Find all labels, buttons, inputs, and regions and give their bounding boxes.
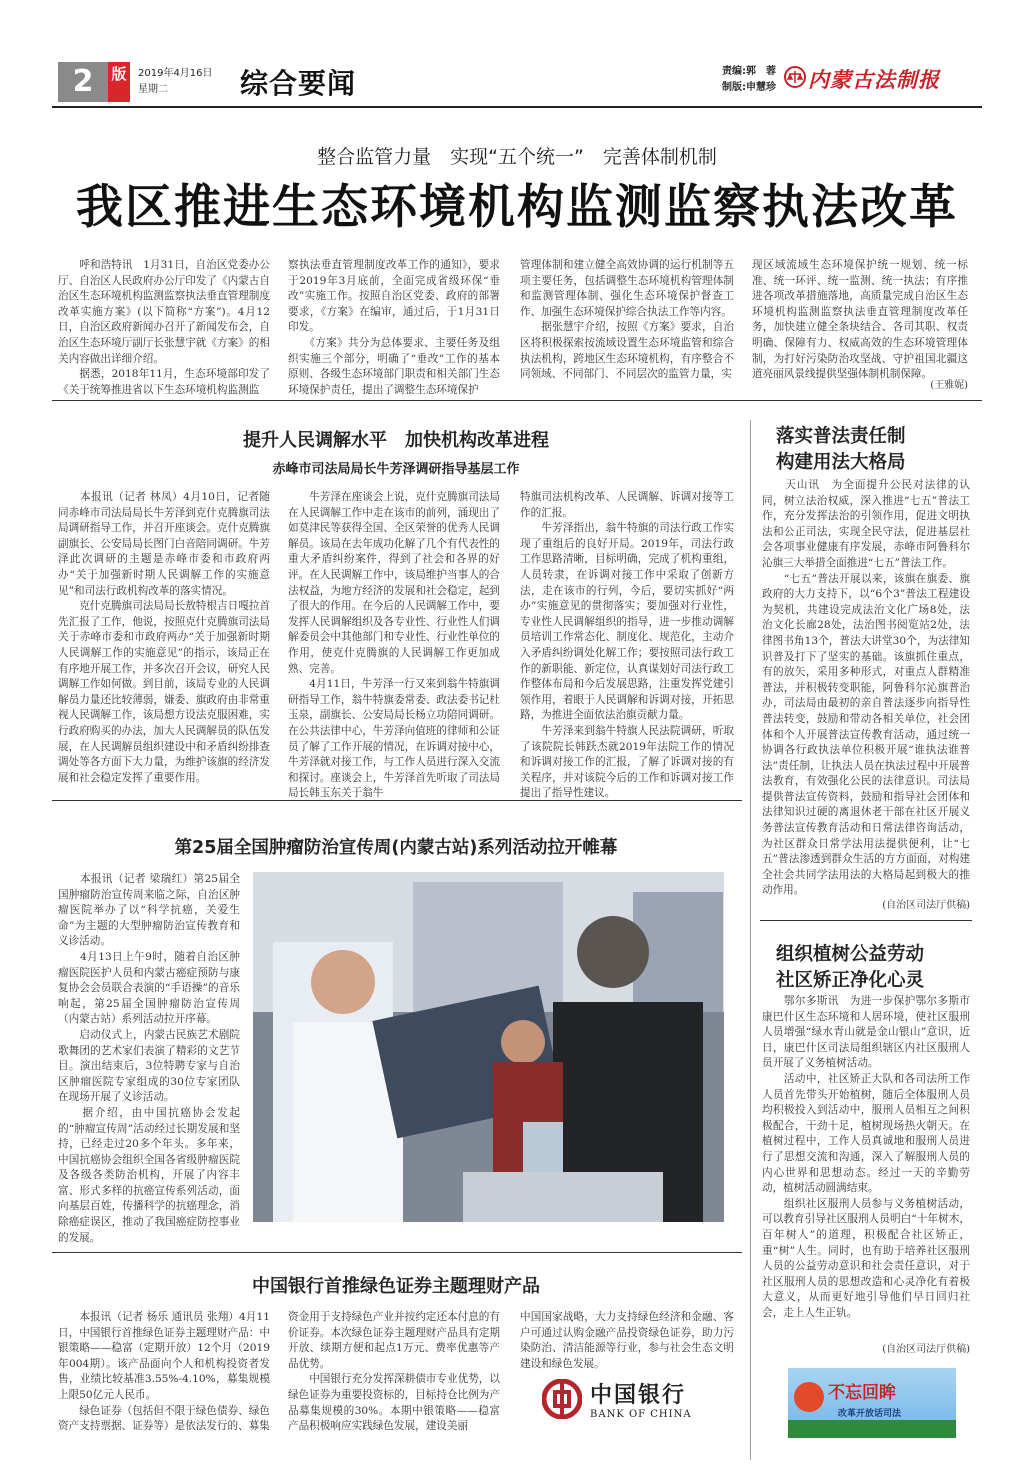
story3-headline: 第25届全国肿瘤防治宣传周(内蒙古站)系列活动拉开帷幕: [174, 838, 618, 858]
sidebar1-body: 天山讯 为全面提升公民对法律的认同，树立法治权威，深入推进“七五”普法工作，充分发挥法治的引领作用，促进文明执法和公正司法，实现全民守法，促进基层社会各项事业健康有序发展，赤峰市阿鲁科尔沁旗三大举措全面推进“七五”普法工作。 “七五”普法开展以来，该旗在旗委、旗政府的大力支持下，以“6个3”普法工程建设为契机，共建设完成法治文化广场8处，法治文化长廊28处，法治图书阅览站2处，法律图书角13个，普法大讲堂30个，为法律知识普及打下了坚实的基础。该旗抓住重点，有的放矢，采用多种形式，对重点人群精准普法，并积极转变职能，阿鲁科尔沁旗普治办，司法局由最初的亲自普法逐步向指导性普法转变，鼓励和带动各相关单位，社会团体和个人开展普法宣传教育活动，通过统一协调各行政执法单位积极开展“谁执法谁普法”责任制，让执法人员在执法过程中开展普法教育，有效强化公民的法律意识。司法局提供普法宣传资料，鼓励和指导社会团体和法律知识过硬的离退休老干部在社区开展义务普法宣传教育活动和日常法律咨询活动，为社区群众日常学法用法提供便利，让“七五”普法渗透到群众生活的方方面面，对构建全社会共同学法用法的大格局起到极大的推动作用。: [762, 479, 970, 897]
bank-of-china-logo: [542, 1378, 692, 1420]
brand-logo: 内蒙古法制报: [808, 67, 940, 92]
lead-col-1: 呼和浩特讯 1月31日，自治区党委办公厅、自治区人民政府办公厅印发了《内蒙古自治区生态环境机构监测监察执法垂直管理制度改革实施方案》(以下简称“方案”)。4月12日，自治区政府新闻办召开了新闻发布会，自治区生态环境厅副厅长张慧宇就《方案》的相关内容做出详细介绍。 据悉，2018年11月，生态环境部印发了《关于统筹推进省以下生态环境机构监测监: [58, 259, 270, 396]
ad-subtitle: 改革开放话司法: [838, 1409, 902, 1419]
sidebar1-signature: (自治区司法厅供稿): [882, 900, 970, 911]
issue-date: [138, 66, 213, 98]
story4-col-2: 资金用于支持绿色产业并按约定还本付息的有价证券。本次绿色证券主题理财产品具有定期开放、续期方便和起点1万元、费率优惠等产品优势。 中国银行充分发挥深耕债市专业优势，以绿色证券为重要投资标的，目标持仓比例为产品募集规模的30%。本期中银策略——稳富产品积极响应实践绿色发展，建设美丽: [288, 1311, 500, 1433]
sidebar2-body: 鄂尔多斯讯 为进一步保护鄂尔多斯市康巴什区生态环境和人居环境，使社区服刑人员增强“绿水青山就是金山银山”意识，近日，康巴什区司法局组织辖区内社区服刑人员开展了义务植树活动。 活动中，社区矫正大队和各司法所工作人员首先带头开始植树，随后全体服刑人员均积极投入到活动中，服刑人员相互之间积极配合，干劲十足，植树现场热火朝天。在植树过程中，工作人员真诚地和服刑人员进行了思想交流和沟通，深入了解服刑人员的内心世界和思想动态。经过一天的辛勤劳动，植树活动圆满结束。 组织社区服刑人员参与义务植树活动，可以教育引导社区服刑人员明白“十年树木，百年树人”的道理，积极配合社区矫正，重“树”人生。同时，也有助于培养社区服刑人员的公益劳动意识和社会责任意识，对于社区服刑人员的思想改造和心灵净化有着极大意义，从而更好地引导他们早日回归社会，走上人生正轨。: [762, 995, 970, 1319]
lead-headline: 我区推进生态环境机构监测监察执法改革: [76, 180, 958, 235]
event-photo: [253, 872, 724, 1222]
bank-name-en: BANK OF CHINA: [590, 1409, 692, 1420]
ban-label: 版: [108, 62, 130, 102]
story4-top-rule: [52, 1252, 742, 1253]
lead-kicker: 整合监管力量 实现“五个统一” 完善体制机制: [317, 146, 717, 168]
sidebar1-headline-line2: 构建用法大格局: [776, 452, 906, 473]
lead-signature: (王雅妮): [930, 380, 968, 391]
story4-col-3: 中国国家战略，大力支持绿色经济和金融、客户可通过认购金融产品投资绿色证券，助力污染防治、清洁能源等行业，参与社会生态文明建设和绿色发展。: [520, 1311, 734, 1370]
reform-anniversary-ad: [788, 1368, 956, 1438]
ad-emblem-icon: [794, 1382, 824, 1412]
editor-name: 责编:郭 蓉: [722, 66, 776, 77]
sidebar2-headline-line1: 组织植树公益劳动: [776, 944, 925, 965]
story4-col-1: 本报讯（记者 杨乐 通讯员 张翔）4月11日，中国银行首推绿色证券主题理财产品：中银策略——稳富（定期开放）12个月（2019年004期）。该产品面向个人和机构投资者发售，业绩比较基准3.55%-4.10%，募集规模上限50亿元人民币。 绿色证券（包括但不限于绿色债券、绿色资产支持票据、证券等）是依法发行的、募集: [58, 1311, 270, 1433]
editor-credits: [722, 64, 776, 96]
ad-hills: [788, 1420, 956, 1438]
ad-title: 不忘回眸: [828, 1383, 896, 1403]
lead-bottom-rule: [52, 400, 982, 401]
story4-headline: 中国银行首推绿色证券主题理财产品: [252, 1276, 540, 1297]
sidebar1-headline-line1: 落实普法责任制: [776, 426, 906, 447]
sidebar2-signature: (自治区司法厅供稿): [882, 1344, 970, 1355]
story2-col-2: 牛芳泽在座谈会上说，克什克腾旗司法局在人民调解工作中走在该市的前列，涌现出了如莫津民等获得全国、全区荣誉的优秀人民调解员。该局在去年成功化解了几个有代表性的重大矛盾纠纷案件，得到了社会和各界的好评。在人民调解工作中，该局维护当事人的合法权益，为地方经济的发展和社会稳定，起到了很大的作用。在今后的人民调解工作中，要发挥人民调解组织及各专业性、行业性人们调解委员会中其他部门和专业性、行业性单位的作用，使克什克腾旗的人民调解工作更加成熟、完善。 4月11日，牛芳泽一行又来到翁牛特旗调研指导工作，翁牛特旗委常委、政法委书记杜玉泉，副旗长、公安局局长杨立功陪同调研。在公共法律中心，牛芳泽向值班的律师和公证员了解了工作开展的情况，在诉调对接中心，牛芳泽就对接工作，与工作人员进行深入交流和探讨。座谈会上，牛芳泽首先听取了司法局局长韩玉东关于翁牛: [288, 491, 500, 800]
story2-col-3: 特旗司法机构改革、人民调解、诉调对接等工作的汇报。 牛芳泽指出，翁牛特旗的司法行政工作实现了重组后的良好开局。2019年，司法行政工作思路清晰，目标明确，完成了机构重组，人员转隶，在诉调对接工作中采取了创新方法，走在该市的行列，今后，要切实抓好“两办”实施意见的贯彻落实；要加强对行业性，专业性人民调解组织的指导，进一步推动调解员培训工作常态化、制度化、规范化，主动介入矛盾纠纷调处化解工作；要按照司法行政工作的新职能、新定位，认真谋划好司法行政工作整体布局和今后发展思路，注重发挥党建引领作用，着眼于人民调解和诉调对接，开拓思路，为推进全面依法治旗贡献力量。 牛芳泽来到翁牛特旗人民法院调研，听取了该院院长韩跃杰就2019年法院工作的情况和诉调对接工作的汇报，了解了诉调对接的有关程序，并对该院今后的工作和诉调对接工作提出了指导性建议。: [520, 491, 734, 800]
story2-headline: 提升人民调解水平 加快机构改革进程: [243, 430, 549, 451]
sidebar2-headline: [776, 942, 972, 994]
date-text: 2019年4月16日: [138, 68, 213, 79]
story2-col-1: 本报讯（记者 林凤）4月10日，记者随同赤峰市司法局局长牛芳泽到克什克腾旗司法局调研指导工作，并召开座谈会。克什克腾旗副旗长、公安局局长图门白音陪同调研。牛芳泽此次调研的主题是赤峰市委和市政府两办“关于加强新时期人民调解工作的实施意见”和司法行政机构改革的落实情况。 克什克腾旗司法局局长敖特根吉日嘎拉首先汇报了工作，他说，按照克什克腾旗司法局关于赤峰市委和市政府两办“关于加强新时期人民调解工作的实施意见”的指示，该局正在有序地开展工作，并多次召开会议，研究人民调解工作如何做。到目前，该局专业的人民调解员力量还比较薄弱，嫌委、旗政府由非常重视人民调解工作，该局想方设法克服困难，实行政府购买的办法，加大人民调解员的队伍发展，在人民调解员组织建设中和矛盾纠纷排查调处等各方面下大力量，为维护该旗的经济发展和社会稳定发挥了重要作用。: [58, 491, 270, 784]
sidebar2-headline-line2: 社区矫正净化心灵: [776, 970, 925, 991]
sidebar-divider: [750, 420, 751, 1460]
page-number: 2: [58, 62, 108, 102]
sidebar1-headline: [776, 424, 972, 476]
designer-name: 制版:申慧珍: [722, 82, 776, 93]
lead-col-2: 察执法垂直管理制度改革工作的通知》，要求于2019年3月底前，全面完成省级环保“垂改”实施工作。按照自治区党委、政府的部署要求，《方案》在编审，通过后，于1月31日印发。 《方案》共分为总体要求、主要任务及组织实施三个部分，明确了“垂改”工作的基本原则、各级生态环境部门职责和相关部门生态环境保护责任，提出了调整生态环境保护: [288, 259, 500, 396]
story2-bottom-rule: [52, 800, 742, 801]
lead-col-4: 现区域流域生态环境保护统一规划、统一标准、统一环评、统一监测、统一执法；有序推进各项改革措施落地，高质量完成自治区生态环境机构监测监察执法垂直管理制度改革任务，加快建立健全条块结合、各司其职、权责明确、保障有力、权威高效的生态环境管理体制，为打好污染防治攻坚战、守护祖国北疆这道亮丽风景线提供坚强体制机制保障。: [752, 259, 968, 381]
story3-body: 本报讯（记者 梁瑞红）第25届全国肿瘤防治宣传周来临之际，自治区肿瘤医院举办了以“科学抗癌，关爱生命”为主题的大型肿瘤防治宣传教育和义诊活动。 4月13日上午9时，随着自治区肿瘤医院医护人员和内蒙古癌症预防与康复协会会员联合表演的“手语操”的音乐响起，第25届全国肿瘤防治宣传周（内蒙古站）系列活动拉开序幕。 启动仪式上，内蒙古民族艺术剧院歌舞团的艺术家们表演了精彩的文艺节目。演出结束后，3位特聘专家与自治区肿瘤医院专家组成的30位专家团队在现场开展了义诊活动。 据介绍，由中国抗癌协会发起的“肿瘤宣传周”活动经过长期发展和坚持，已经走过20多个年头。多年来，中国抗癌协会组织全国各省级肿瘤医院及各级各类防治机构，开展了内容丰富、形式多样的抗癌宣传系列活动，面向基层百姓，传播科学的抗癌理念，消除癌症误区，推动了我国癌症防控事业的发展。: [58, 873, 240, 1244]
weekday-text: 星期二: [138, 84, 168, 95]
section-title: 综合要闻: [240, 67, 357, 100]
bank-name-cn: 中国银行: [590, 1382, 687, 1408]
sidebar1-bottom-rule: [760, 920, 972, 921]
scales-emblem-icon: [784, 66, 806, 88]
lead-col-3: 管理体制和建立健全高效协调的运行机制等五项主要任务，包括调整生态环境机构管理体制和监测管理体制、强化生态环境保护督查工作、加强生态环境保护综合执法工作等内容。 据张慧宇介绍，按照《方案》要求，自治区将积极探索按流域设置生态环境监管和综合执法机构，跨地区生态环境机构，有序整合不同领域、不同部门、不同层次的监管力量，实: [520, 259, 734, 381]
header-rule: [52, 106, 982, 108]
story2-subheadline: 赤峰市司法局局长牛芳泽调研指导基层工作: [272, 462, 520, 477]
bank-of-china-logo-icon: [542, 1379, 582, 1419]
